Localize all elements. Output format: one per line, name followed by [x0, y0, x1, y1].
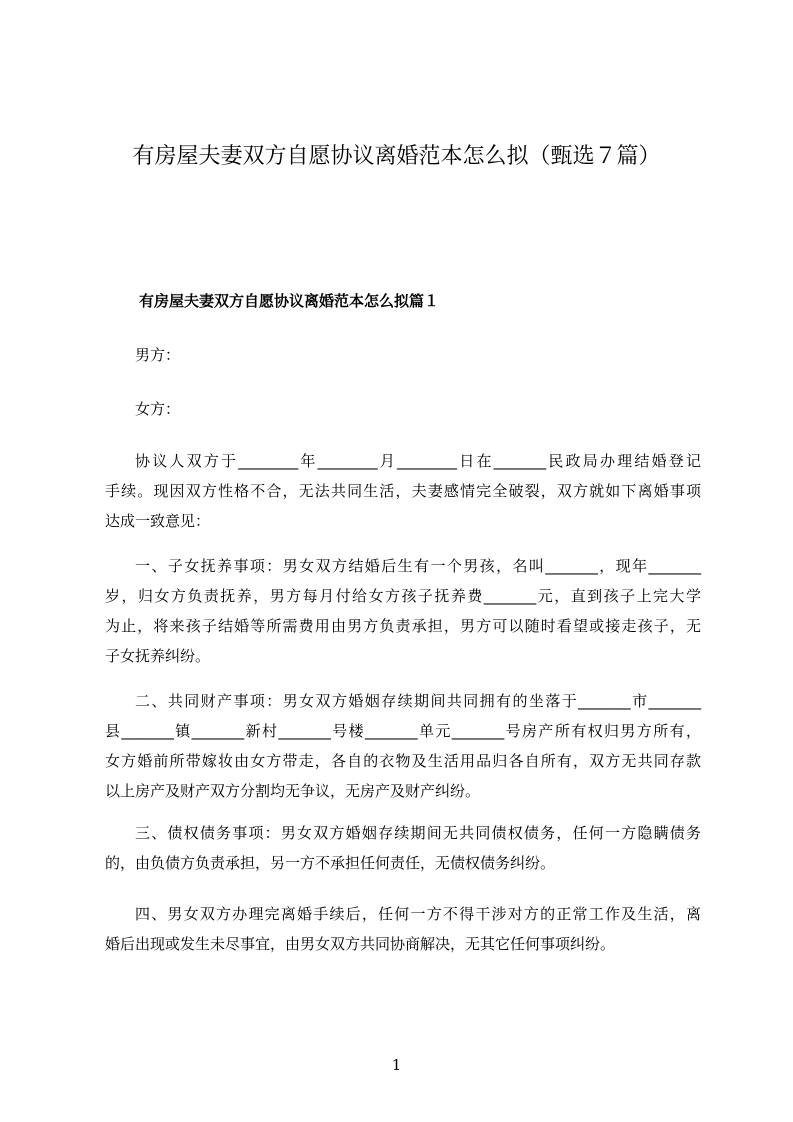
paragraph-line: 手续。现因双方性格不合，无法共同生活，夫妻感情完全破裂，双方就如下离婚事项 — [105, 482, 701, 500]
paragraph-line: 县_______镇_______新村_______号楼_______单元_______号房产所有权归男方所有， — [105, 722, 701, 740]
paragraph-line: 协议人双方于________年________月________日在_______民政局办理结婚登记 — [135, 452, 701, 470]
paragraph-line: 二、共同财产事项：男女双方婚姻存续期间共同拥有的坐落于_______市_______ — [135, 692, 701, 710]
paragraph-line: 四、男女双方办理完离婚手续后，任何一方不得干涉对方的正常工作及生活，离 — [135, 905, 701, 923]
female-party-label: 女方： — [135, 400, 181, 418]
paragraph-line: 婚后出现或发生未尽事宜，由男女双方共同协商解决，无其它任何事项纠纷。 — [105, 935, 616, 953]
paragraph-line: 的，由负债方负责承担，另一方不承担任何责任，无债权债务纠纷。 — [105, 854, 556, 872]
paragraph-line: 一、子女抚养事项：男女双方结婚后生有一个男孩，名叫_______，现年_______ — [135, 557, 701, 575]
male-party-label: 男方： — [135, 346, 181, 364]
paragraph-marriage-registration — [105, 446, 701, 536]
paragraph-line: 为止，将来孩子结婚等所需费用由男方负责承担，男方可以随时看望或接走孩子，无 — [105, 617, 701, 635]
paragraph-line: 三、债权债务事项：男女双方婚姻存续期间无共同债权债务，任何一方隐瞒债务 — [135, 824, 701, 842]
paragraph-line: 女方婚前所带嫁妆由女方带走，各自的衣物及生活用品归各自所有，双方无共同存款 — [105, 752, 701, 770]
section-heading: 有房屋夫妻双方自愿协议离婚范本怎么拟篇１ — [139, 292, 440, 310]
paragraph-post-divorce — [105, 899, 701, 959]
paragraph-line: 以上房产及财产双方分割均无争议，无房产及财产纠纷。 — [105, 782, 481, 800]
paragraph-line: 子女抚养纠纷。 — [105, 647, 211, 665]
document-title: 有房屋夫妻双方自愿协议离婚范本怎么拟（甄选７篇） — [132, 144, 661, 169]
page-number: 1 — [391, 1056, 402, 1074]
paragraph-line: 岁，归女方负责抚养，男方每月付给女方孩子抚养费_______元，直到孩子上完大学 — [105, 587, 701, 605]
paragraph-joint-property — [105, 686, 701, 806]
paragraph-debts — [105, 818, 701, 878]
paragraph-line: 达成一致意见： — [105, 512, 211, 530]
paragraph-child-custody — [105, 551, 701, 671]
